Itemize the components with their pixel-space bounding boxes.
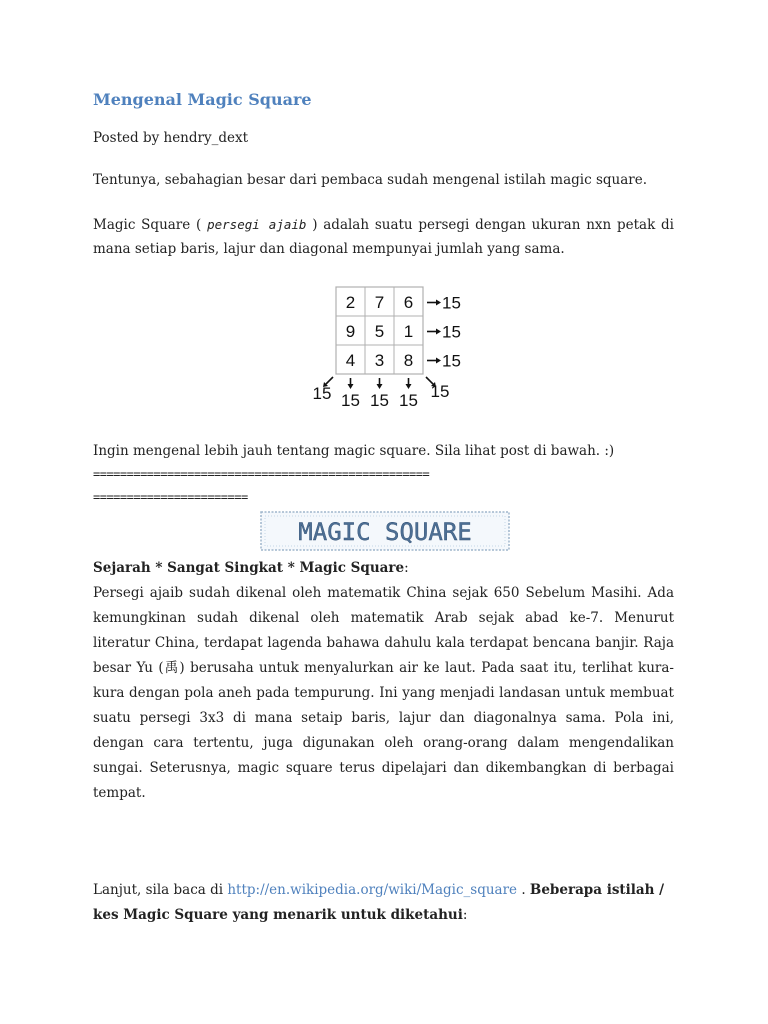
grid-cell-number: 3 (374, 351, 385, 370)
history-heading-line (93, 556, 674, 581)
closing-colon: : (462, 907, 468, 923)
row-sum-label: 15 (442, 322, 461, 342)
history-body: Persegi ajaib sudah dikenal oleh matematik China sejak 650 Sebelum Masihi. Ada kemungkinan sudah dikenal oleh matematik Arab sejak abad ke-7. Menurut literatur China, terdapat lagenda bahawa dahulu kala terdapat bencana banjir. Raja besar Yu (禹) berusaha untuk menyalurkan air ke laut. Pada saat itu, terlihat kura-kura dengan pola aneh pada tempurung. Ini yang menjadi landasan untuk membuat suatu persegi 3x3 di mana setaip baris, lajur dan diagonalnya sama. Pola ini, dengan cara tertentu, juga digunakan oleh orang-orang dalam mengendalikan sungai. Seterusnya, magic square terus dipelajari dan dikembangkan di berbagai tempat. (93, 585, 674, 801)
definition-paragraph (93, 213, 674, 261)
grid-cell-number: 5 (374, 322, 385, 341)
row-sum-arrowhead (436, 358, 441, 364)
definition-text-start: Magic Square ( (93, 217, 208, 233)
separator-line-2: ======================= (93, 490, 248, 504)
closing-bold-text: Beberapa istilah / kes Magic Square yang menarik untuk diketahui (93, 882, 665, 923)
magic-square-grid (336, 287, 423, 374)
history-section (93, 556, 674, 806)
diagonal-sum-arrow (326, 377, 333, 384)
grid-cell-number: 2 (345, 293, 356, 312)
grid-cell-number: 1 (403, 322, 414, 341)
separator-line-1: ================================================== (93, 467, 430, 481)
invite-section (93, 440, 674, 509)
magic-square-banner (259, 510, 511, 552)
history-heading: Sejarah * Sangat Singkat * Magic Square (93, 560, 405, 576)
post-title[interactable]: Mengenal Magic Square (93, 90, 312, 109)
magic-square-figure (295, 282, 475, 412)
column-sum-label: 15 (341, 391, 360, 410)
column-sum-arrowhead (348, 384, 354, 389)
history-heading-colon: : (404, 560, 409, 576)
wikipedia-link[interactable]: http://en.wikipedia.org/wiki/Magic_square (227, 882, 518, 898)
definition-text-end: ) adalah suatu persegi dengan ukuran nxn petak di mana setiap baris, lajur dan diagonal mempunyai jumlah yang sama. (93, 217, 674, 257)
grid-cell-number: 9 (345, 322, 356, 341)
row-sum-arrowhead (436, 300, 441, 306)
definition-italic-term: persegi ajaib (207, 217, 307, 232)
column-sum-label: 15 (370, 391, 389, 410)
row-sum-label: 15 (442, 351, 461, 371)
closing-text-start: Lanjut, sila baca di (93, 882, 228, 898)
column-sum-arrowhead (377, 384, 383, 389)
grid-cell-number: 4 (345, 351, 356, 370)
banner-text: MAGIC SQUARE (298, 518, 472, 546)
diagonal-sum-label: 15 (430, 382, 450, 401)
post-byline: Posted by hendry_dext (93, 130, 249, 146)
row-sum-arrowhead (436, 329, 441, 335)
row-sum-label: 15 (442, 293, 461, 313)
column-sum-arrowhead (406, 384, 412, 389)
closing-paragraph (93, 878, 674, 928)
grid-cell-number: 6 (403, 293, 414, 312)
grid-cell-number: 7 (374, 293, 385, 312)
column-sum-label: 15 (399, 391, 418, 410)
grid-cell-number: 8 (403, 351, 414, 370)
intro-paragraph: Tentunya, sebahagian besar dari pembaca sudah mengenal istilah magic square. (93, 172, 648, 188)
closing-text-middle: . (517, 882, 530, 898)
diagonal-sum-label: 15 (312, 384, 332, 403)
invite-text: Ingin mengenal lebih jauh tentang magic square. Sila lihat post di bawah. :) (93, 443, 615, 459)
